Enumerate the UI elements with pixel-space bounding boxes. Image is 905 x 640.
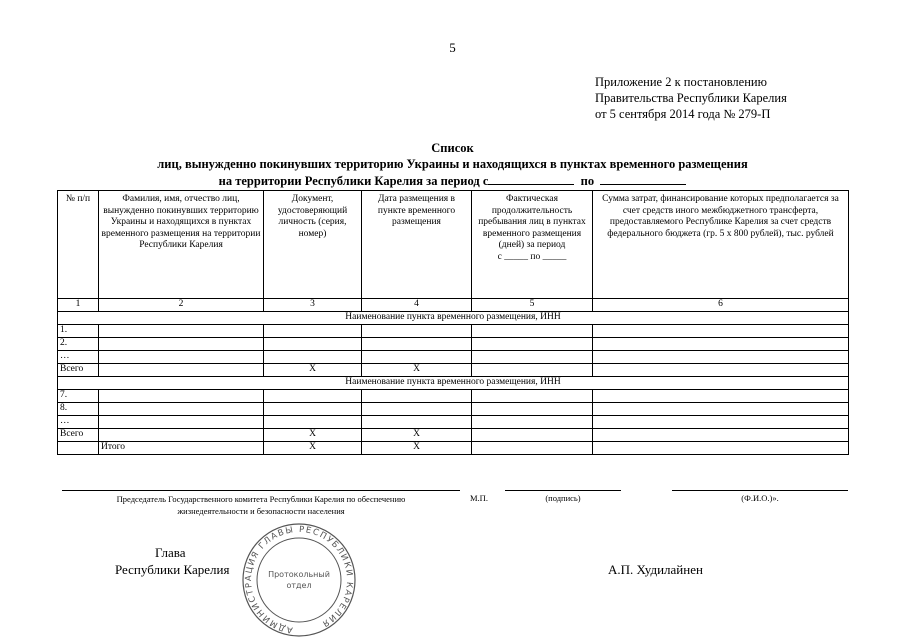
- column-number: 1: [58, 299, 99, 312]
- title-line-2: лиц, вынужденно покинувших территорию Украины и находящихся в пунктах временного размещения: [157, 157, 748, 171]
- period-to-blank: [600, 172, 686, 185]
- footer-org-line-2: жизнедеятельности и безопасности населения: [177, 506, 345, 516]
- period-from-blank: [488, 172, 574, 185]
- page-number: 5: [449, 40, 456, 55]
- x-mark: Х: [264, 363, 362, 376]
- stamp-center-line-2: отдел: [286, 581, 312, 590]
- header-number: № п/п: [58, 191, 99, 299]
- appendix-line-2: Правительства Республики Карелия: [595, 91, 787, 105]
- table-row: [58, 402, 849, 415]
- header-duration-period: с _____ по _____: [497, 251, 567, 262]
- header-duration: [472, 191, 593, 299]
- appendix-line-3: от 5 сентября 2014 года № 279-П: [595, 107, 771, 121]
- table-header-row: [58, 191, 849, 299]
- x-mark: Х: [264, 428, 362, 441]
- row-number: 8.: [58, 402, 99, 415]
- row-number: 7.: [58, 389, 99, 402]
- total-row: [58, 363, 849, 376]
- header-sum: Сумма затрат, финансирование которых предполагается за счет средств иного межбюджетного трансферта, предоставляемого Республике Карелия за счет средств федерального бюджета (гр. 5 х 800 рублей), тыс. рублей: [593, 191, 849, 299]
- persons-table: [57, 190, 849, 455]
- x-mark: Х: [362, 428, 472, 441]
- row-number: …: [58, 350, 99, 363]
- column-number-row: [58, 299, 849, 312]
- stamp-ring-text: АДМИНИСТРАЦИЯ ГЛАВЫ РЕСПУБЛИКИ КАРЕЛИЯ: [243, 524, 355, 635]
- section-header-row: [58, 311, 849, 324]
- grand-total-row: [58, 441, 849, 454]
- official-stamp: [234, 520, 364, 640]
- table-row: [58, 337, 849, 350]
- appendix-line-1: Приложение 2 к постановлению: [595, 75, 767, 89]
- signatory-name: А.П. Худилайнен: [608, 562, 703, 577]
- grand-total-label: Итого: [99, 441, 264, 454]
- signature-line-fio: [672, 490, 848, 491]
- column-number: 3: [264, 299, 362, 312]
- header-duration-text: Фактическая продолжительность пребывания лиц в пунктах временного размещения (дней) за период: [478, 194, 586, 250]
- row-number: 2.: [58, 337, 99, 350]
- column-number: 4: [362, 299, 472, 312]
- footer-mp: М.П.: [470, 493, 488, 503]
- title-period-prefix: на территории Республики Карелия за период с: [218, 174, 489, 188]
- x-mark: Х: [362, 363, 472, 376]
- column-number: 5: [472, 299, 593, 312]
- title-line-1: Список: [431, 141, 474, 155]
- footer-org: [62, 493, 460, 517]
- table-row: [58, 324, 849, 337]
- header-document: Документ, удостоверяющий личность (серия, номер): [264, 191, 362, 299]
- document-title: [0, 140, 905, 189]
- stamp-center-line-1: Протокольный: [268, 570, 330, 579]
- row-number: 1.: [58, 324, 99, 337]
- signatory-title-2: Республики Карелия: [115, 562, 230, 577]
- x-mark: Х: [264, 441, 362, 454]
- table-row: [58, 415, 849, 428]
- header-placement-date: Дата размещения в пункте временного размещения: [362, 191, 472, 299]
- section-label: Наименование пункта временного размещения, ИНН: [58, 376, 849, 389]
- footer-org-line-1: Председатель Государственного комитета Республики Карелия по обеспечению: [116, 494, 406, 504]
- title-period-to: по: [580, 174, 595, 188]
- signatory-title-1: Глава: [155, 545, 186, 560]
- total-label: Всего: [58, 363, 99, 376]
- x-mark: Х: [362, 441, 472, 454]
- header-name: Фамилия, имя, отчество лиц, вынужденно покинувших территорию Украины и находящихся в пунктах временного размещения на территории Республики Карелия: [99, 191, 264, 299]
- title-line-3: [0, 172, 905, 189]
- footer-fio: (Ф.И.О.)».: [741, 493, 779, 503]
- column-number: 2: [99, 299, 264, 312]
- row-number: …: [58, 415, 99, 428]
- signature-line-org: [62, 490, 460, 491]
- total-row: [58, 428, 849, 441]
- table-row: [58, 350, 849, 363]
- section-label: Наименование пункта временного размещения, ИНН: [58, 311, 849, 324]
- appendix-header: [595, 74, 787, 122]
- signature-line-sign: [505, 490, 621, 491]
- table-row: [58, 389, 849, 402]
- section-header-row: [58, 376, 849, 389]
- svg-text:АДМИНИСТРАЦИЯ ГЛАВЫ РЕСПУБЛИКИ: [244, 525, 354, 635]
- column-number: 6: [593, 299, 849, 312]
- total-label: Всего: [58, 428, 99, 441]
- footer-signature: (подпись): [545, 493, 581, 503]
